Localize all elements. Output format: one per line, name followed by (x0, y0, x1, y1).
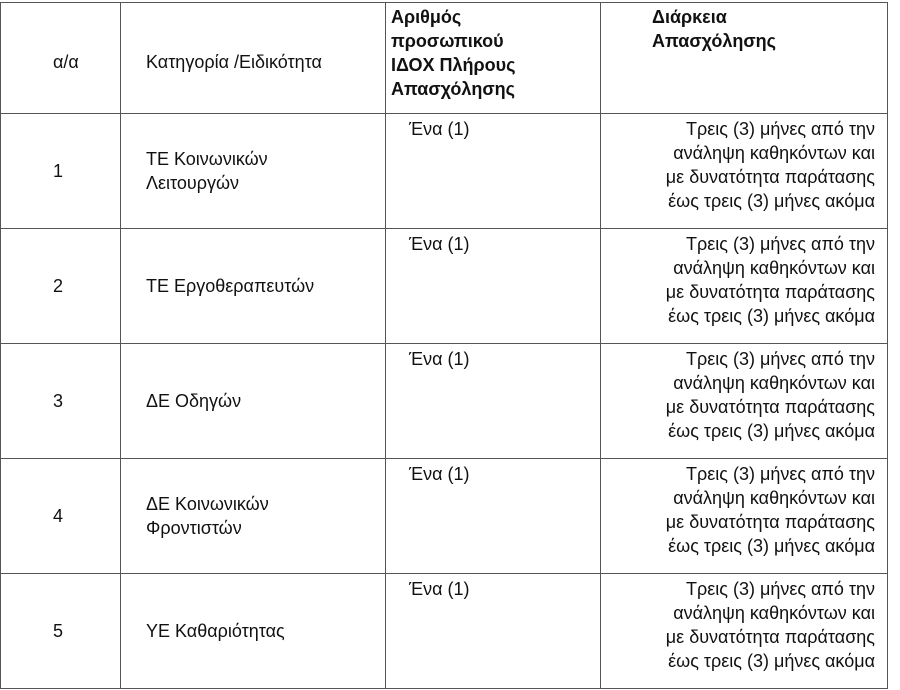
row-staff-count: Ένα (1) (386, 344, 601, 459)
row-category (121, 229, 386, 344)
row-duration-line: με δυνατότητα παράτασης (665, 167, 875, 187)
row-category-line: ΥΕ Καθαριότητας (146, 621, 285, 641)
row-category (121, 114, 386, 229)
row-staff-count: Ένα (1) (386, 229, 601, 344)
header-staff-count-line: προσωπικού (391, 31, 504, 51)
row-number: 3 (1, 344, 121, 459)
row-staff-count: Ένα (1) (386, 459, 601, 574)
row-duration (601, 459, 888, 574)
row-staff-count: Ένα (1) (386, 574, 601, 689)
row-duration-line: με δυνατότητα παράτασης (665, 627, 875, 647)
row-duration (601, 574, 888, 689)
table-row (1, 459, 888, 574)
row-duration (601, 229, 888, 344)
row-duration-line: με δυνατότητα παράτασης (665, 512, 875, 532)
table-body (1, 114, 888, 689)
row-duration-line: ανάληψη καθηκόντων και (673, 373, 875, 393)
row-duration-line: έως τρεις (3) μήνες ακόμα (668, 651, 875, 671)
header-staff-count-line: ΙΔΟΧ Πλήρους (391, 55, 516, 75)
header-staff-count (386, 3, 601, 114)
header-serial-number: α/α (1, 3, 121, 114)
row-duration (601, 114, 888, 229)
row-duration-line: Τρεις (3) μήνες από την (686, 579, 875, 599)
row-number: 4 (1, 459, 121, 574)
table-header-row (1, 3, 888, 114)
row-duration (601, 344, 888, 459)
row-duration-line: έως τρεις (3) μήνες ακόμα (668, 191, 875, 211)
header-staff-count-line: Απασχόλησης (391, 79, 516, 99)
row-number: 5 (1, 574, 121, 689)
row-duration-line: με δυνατότητα παράτασης (665, 397, 875, 417)
row-duration-line: έως τρεις (3) μήνες ακόμα (668, 536, 875, 556)
row-duration-line: ανάληψη καθηκόντων και (673, 258, 875, 278)
row-duration-line: Τρεις (3) μήνες από την (686, 119, 875, 139)
table-row (1, 114, 888, 229)
row-duration-line: ανάληψη καθηκόντων και (673, 603, 875, 623)
row-category-line: ΤΕ Εργοθεραπευτών (146, 276, 315, 296)
table-row (1, 229, 888, 344)
row-duration-line: έως τρεις (3) μήνες ακόμα (668, 421, 875, 441)
row-category (121, 344, 386, 459)
staffing-table (0, 2, 888, 689)
header-staff-count-line: Αριθμός (391, 7, 462, 27)
table-row (1, 344, 888, 459)
row-duration-line: ανάληψη καθηκόντων και (673, 488, 875, 508)
header-category: Κατηγορία /Ειδικότητα (121, 3, 386, 114)
row-duration-line: έως τρεις (3) μήνες ακόμα (668, 306, 875, 326)
row-duration-line: ανάληψη καθηκόντων και (673, 143, 875, 163)
row-duration-line: Τρεις (3) μήνες από την (686, 234, 875, 254)
row-number: 1 (1, 114, 121, 229)
row-category (121, 574, 386, 689)
header-duration-line: Διάρκεια (652, 7, 727, 27)
row-category-line: Φροντιστών (146, 518, 242, 538)
header-duration-line: Απασχόλησης (652, 31, 777, 51)
row-duration-line: Τρεις (3) μήνες από την (686, 464, 875, 484)
row-category-line: ΤΕ Κοινωνικών (146, 149, 268, 169)
table-row (1, 574, 888, 689)
row-category-line: ΔΕ Κοινωνικών (146, 494, 269, 514)
row-duration-line: Τρεις (3) μήνες από την (686, 349, 875, 369)
row-duration-line: με δυνατότητα παράτασης (665, 282, 875, 302)
row-category (121, 459, 386, 574)
row-number: 2 (1, 229, 121, 344)
header-duration (601, 3, 888, 114)
row-category-line: ΔΕ Οδηγών (146, 391, 242, 411)
row-category-line: Λειτουργών (146, 173, 240, 193)
row-staff-count: Ένα (1) (386, 114, 601, 229)
